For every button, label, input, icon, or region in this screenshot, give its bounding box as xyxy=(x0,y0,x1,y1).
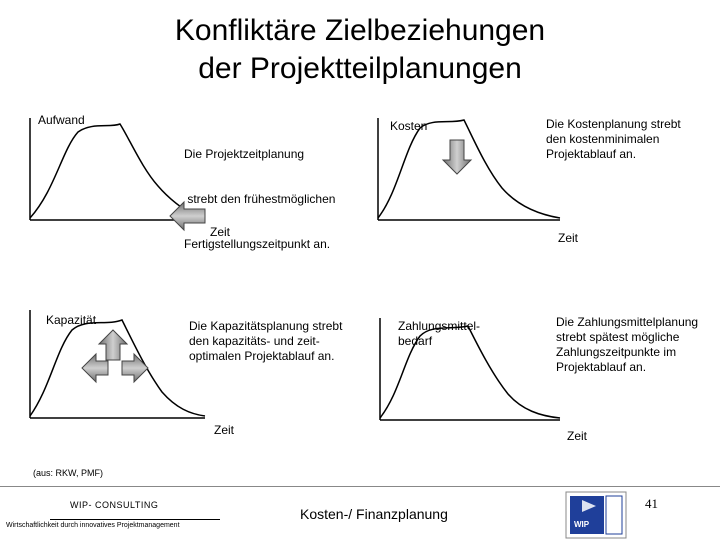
liquidity-description-line: Die Zahlungsmittelplanung xyxy=(556,315,699,329)
cost-x-axis-label: Zeit xyxy=(558,231,579,245)
liquidity-x-axis-label: Zeit xyxy=(567,429,588,443)
time-description-line: strebt den frühestmöglichen xyxy=(184,192,336,206)
capacity-x-axis-label: Zeit xyxy=(214,423,235,437)
liquidity-y-axis-label xyxy=(398,319,480,349)
liquidity-y-axis-label-line: bedarf xyxy=(398,334,433,348)
liquidity-description-line: strebt spätest mögliche xyxy=(556,330,680,344)
effort-curve xyxy=(30,124,198,218)
time-planning-chart xyxy=(30,118,205,230)
cost-curve xyxy=(378,120,560,218)
up-arrow-icon xyxy=(99,330,127,360)
footer-tagline: Wirtschaftlichkeit durch innovatives Projektmanagement xyxy=(6,522,180,529)
source-note: (aus: RKW, PMF) xyxy=(33,468,104,478)
liquidity-y-axis-label-line: Zahlungsmittel- xyxy=(398,319,481,333)
time-x-axis-label: Zeit xyxy=(210,225,231,239)
left-arrow-icon xyxy=(82,354,108,382)
time-description xyxy=(184,117,335,267)
logo-text: WIP xyxy=(574,520,590,529)
capacity-description-line: optimalen Projektablauf an. xyxy=(189,349,335,363)
title-line-2: der Projektteilplanungen xyxy=(198,52,522,85)
time-description-line: Die Projektzeitplanung xyxy=(184,147,305,161)
right-arrow-icon xyxy=(122,354,148,382)
footer-company-underline xyxy=(50,519,220,520)
time-y-axis-label: Aufwand xyxy=(38,113,85,127)
footer-center-text: Kosten-/ Finanzplanung xyxy=(300,506,448,522)
capacity-y-axis-label: Kapazität xyxy=(46,313,97,327)
liquidity-description xyxy=(556,315,698,375)
down-arrow-icon xyxy=(443,140,471,174)
cost-description-line: Die Kostenplanung strebt xyxy=(546,117,681,131)
time-description-line: Fertigstellungszeitpunkt an. xyxy=(184,237,331,251)
title-line-1: Konfliktäre Zielbeziehungen xyxy=(174,14,546,47)
page-number: 41 xyxy=(645,496,658,511)
liquidity-description-line: Projektablauf an. xyxy=(556,360,647,374)
capacity-description xyxy=(189,319,342,364)
cost-description-line: den kostenminimalen xyxy=(546,132,660,146)
wip-logo xyxy=(566,492,626,538)
liquidity-description-line: Zahlungszeitpunkte im xyxy=(556,345,677,359)
cost-description-line: Projektablauf an. xyxy=(546,147,637,161)
footer-divider xyxy=(0,486,720,487)
capacity-description-line: den kapazitäts- und zeit- xyxy=(189,334,320,348)
capacity-description-line: Die Kapazitätsplanung strebt xyxy=(189,319,343,333)
cost-y-axis-label: Kosten xyxy=(390,119,428,133)
cost-description xyxy=(546,117,681,162)
footer-company: WIP- CONSULTING xyxy=(70,500,159,510)
